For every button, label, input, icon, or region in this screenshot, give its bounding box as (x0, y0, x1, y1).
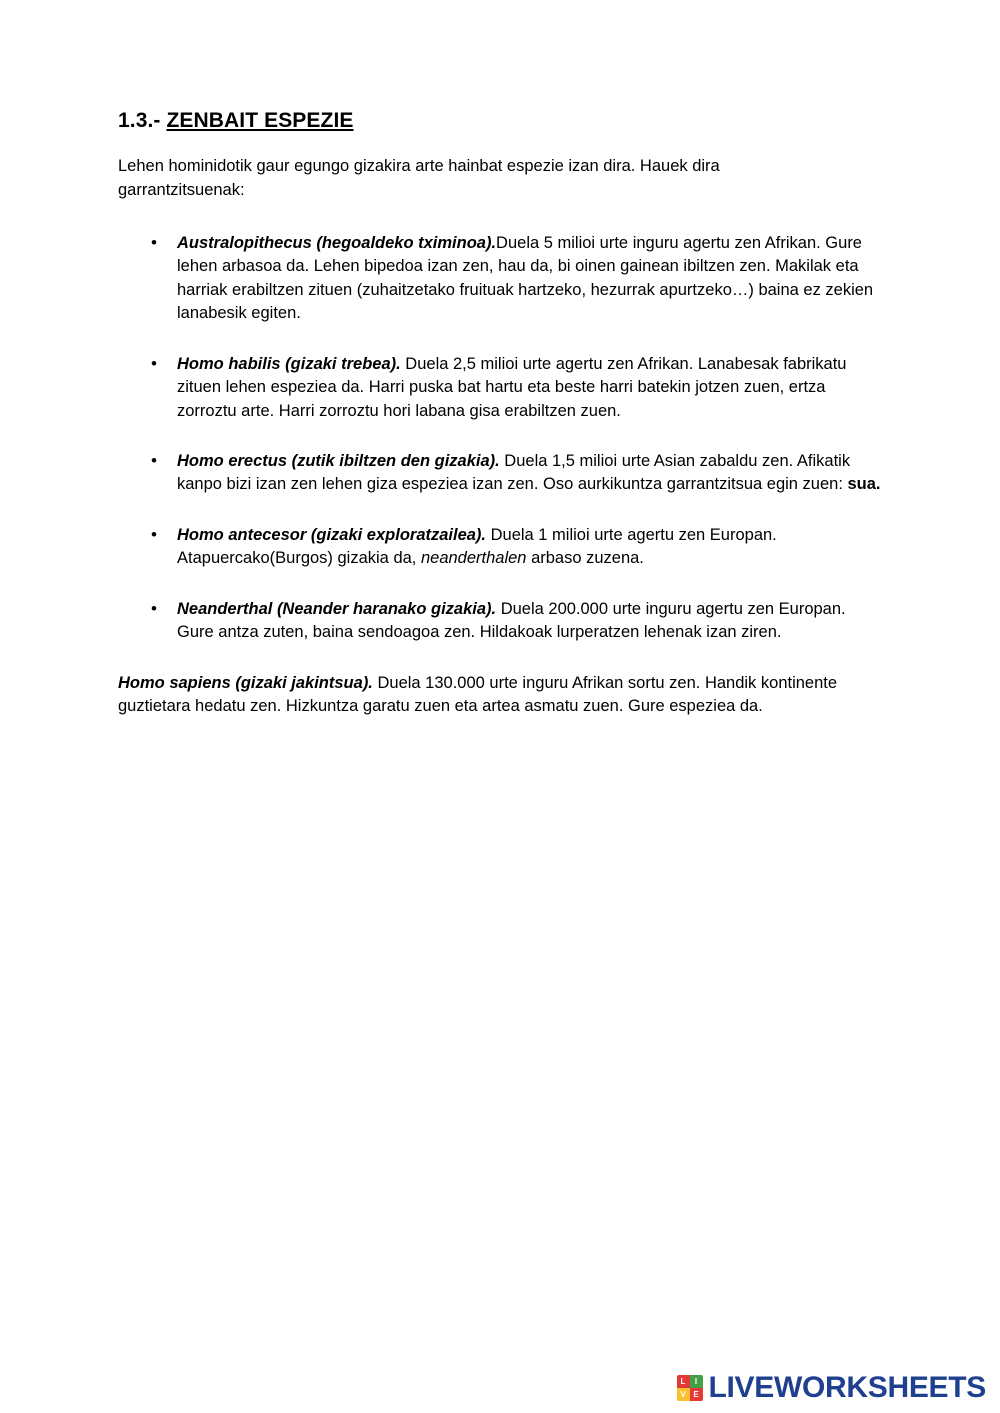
species-description-cont: arbaso zuzena. (526, 549, 644, 568)
species-description: Duela 5 milioi urte inguru agertu zen Afrikan. Gure lehen arbasoa da. Lehen bipedoa izan zen, hau da, bi oinen gainean ibiltzen zen. Makilak eta harriak erabiltzen zituen (zuhaitzetako fruituak hartzeko, hezurrak apurtzeko…) baina ez zekien lanabesik egiten. (177, 234, 874, 323)
logo-letter-i: I (690, 1375, 703, 1388)
species-description: Duela 200.000 urte inguru agertu zen Europan. Gure antza zuten, baina sendoagoa zen. Hildakoak lurperatzen lehenak izan ziren. (177, 599, 846, 642)
liveworksheets-logo (677, 1371, 987, 1405)
closing-paragraph (118, 672, 848, 719)
bullet-icon: • (151, 233, 157, 253)
list-item (118, 524, 882, 571)
species-name: Australopithecus (hegoaldeko tximinoa). (177, 234, 497, 253)
species-description: Duela 2,5 milioi urte agertu zen Afrikan. Lanabesak fabrikatu zituen lehen espeziea da. Harri puska bat hartu eta beste harri batekin jotzen zuen, ertza zorroztu arte. Harri zorroztu hori labana gisa erabiltzen zuen. (177, 354, 847, 420)
species-name: Neanderthal (Neander haranako gizakia). (177, 599, 497, 618)
liveworksheets-wordmark: LIVEWORKSHEETS (708, 1371, 986, 1404)
species-emphasis: neanderthalen (420, 549, 527, 568)
list-item (118, 450, 882, 497)
species-entry (177, 355, 846, 420)
liveworksheets-mark-icon (677, 1375, 703, 1401)
species-description: Duela 130.000 urte inguru Afrikan sortu zen. Handik kontinente guztietara hedatu zen. Hizkuntza garatu zuen eta artea asmatu zuen. Gure espeziea da. (118, 673, 838, 715)
species-name: Homo erectus (zutik ibiltzen den gizakia). (177, 451, 500, 470)
logo-letter-l: L (677, 1375, 690, 1388)
page-title-text: ZENBAIT ESPEZIE (166, 109, 354, 132)
document-content (118, 108, 882, 718)
species-highlight: sua. (847, 475, 881, 494)
species-entry (177, 234, 873, 322)
species-entry (177, 600, 846, 641)
bullet-icon: • (151, 598, 157, 618)
species-entry (177, 526, 777, 567)
species-name: Homo antecesor (gizaki exploratzailea). (177, 525, 487, 544)
species-name: Homo habilis (gizaki trebea). (177, 354, 401, 373)
species-name: Homo sapiens (gizaki jakintsua). (118, 673, 373, 692)
species-description: Duela 1 milioi urte agertu zen Europan. Atapuercako(Burgos) gizakia da, (177, 525, 777, 568)
bullet-icon: • (151, 450, 157, 470)
species-entry (177, 452, 881, 493)
page-title-number: 1.3.- (118, 109, 167, 132)
intro-paragraph: Lehen hominidotik gaur egungo gizakira arte hainbat espezie izan dira. Hauek dira garrantzitsuenak: (118, 157, 720, 199)
logo-letter-v: V (677, 1388, 690, 1401)
species-description: Duela 1,5 milioi urte Asian zabaldu zen. Afikatik kanpo bizi izan zen lehen giza espeziea izan zen. Oso aurkikuntza garrantzitsua egin zuen: (177, 451, 851, 494)
list-item (118, 353, 882, 423)
list-item (118, 232, 882, 326)
bullet-icon: • (151, 524, 157, 544)
logo-letter-e: E (690, 1388, 703, 1401)
bullet-icon: • (151, 353, 157, 373)
page-title (118, 108, 882, 133)
list-item (118, 598, 882, 645)
species-list (118, 232, 882, 644)
